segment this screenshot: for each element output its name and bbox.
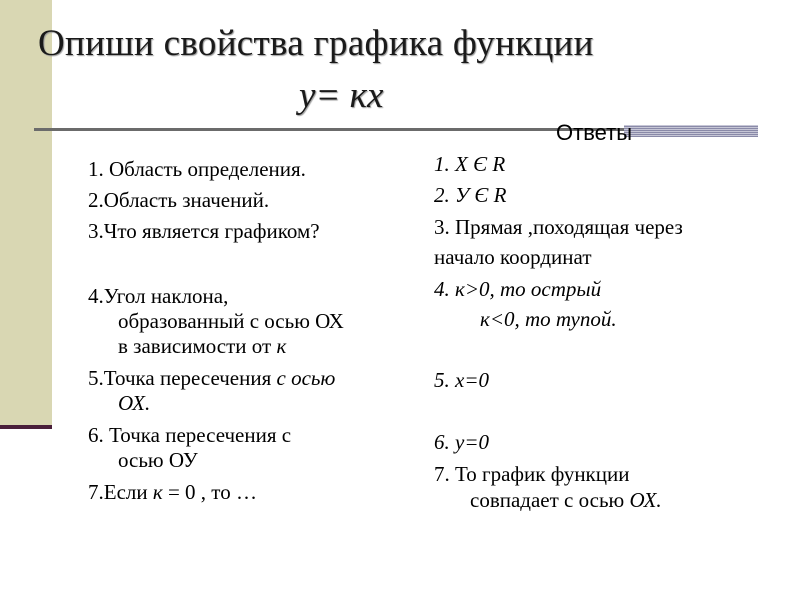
answer-3-line-2: начало координат <box>434 245 592 269</box>
question-1: 1. Область определения. <box>88 157 306 181</box>
sidebar-underline <box>0 425 52 429</box>
question-4-line-1: 4.Угол наклона, <box>88 284 229 308</box>
answer-5: 5. х=0 <box>434 368 489 392</box>
question-5-italic: с осью <box>276 366 336 390</box>
answer-2: 2. У Є R <box>434 183 507 207</box>
slide-title: Опиши свойства графика функции <box>38 23 594 64</box>
question-5-line-2: ОХ. <box>118 391 151 415</box>
question-7 <box>88 480 257 504</box>
question-7-text: 7.Если <box>88 480 153 504</box>
answer-6: 6. у=0 <box>434 430 489 454</box>
question-4-line-2: образованный с осью ОХ <box>118 309 344 333</box>
title-divider <box>34 128 624 131</box>
answer-1: 1. Х Є R <box>434 152 506 176</box>
answer-7-italic: ОХ. <box>629 488 662 512</box>
answer-4-line-1: 4. к>0, то острый <box>434 277 602 301</box>
question-4-text: в зависимости от <box>118 334 277 358</box>
answer-4-line-2: к<0, то тупой. <box>480 307 617 331</box>
question-3: 3.Что является графиком? <box>88 219 320 243</box>
answer-3-line-1: 3. Прямая ,походящая через <box>434 215 683 239</box>
question-4-variable: к <box>276 334 287 358</box>
title-divider-accent <box>624 125 758 137</box>
answers-heading: Ответы <box>556 120 633 145</box>
answer-7-line-1: 7. То график функции <box>434 462 630 486</box>
question-7-text-end: = 0 , то … <box>162 480 257 504</box>
answer-7-text: совпадает с осью <box>470 488 630 512</box>
question-4-line-3 <box>118 334 286 358</box>
question-2: 2.Область значений. <box>88 188 270 212</box>
question-5-line-1 <box>88 366 335 390</box>
slide-title-formula: у= кх <box>299 75 384 116</box>
answer-7-line-2 <box>470 488 662 512</box>
question-7-variable: к <box>152 480 163 504</box>
question-6-line-1: 6. Точка пересечения с <box>88 423 292 447</box>
question-5-text: 5.Точка пересечения <box>88 366 277 390</box>
question-6-line-2: осью ОУ <box>118 448 198 472</box>
